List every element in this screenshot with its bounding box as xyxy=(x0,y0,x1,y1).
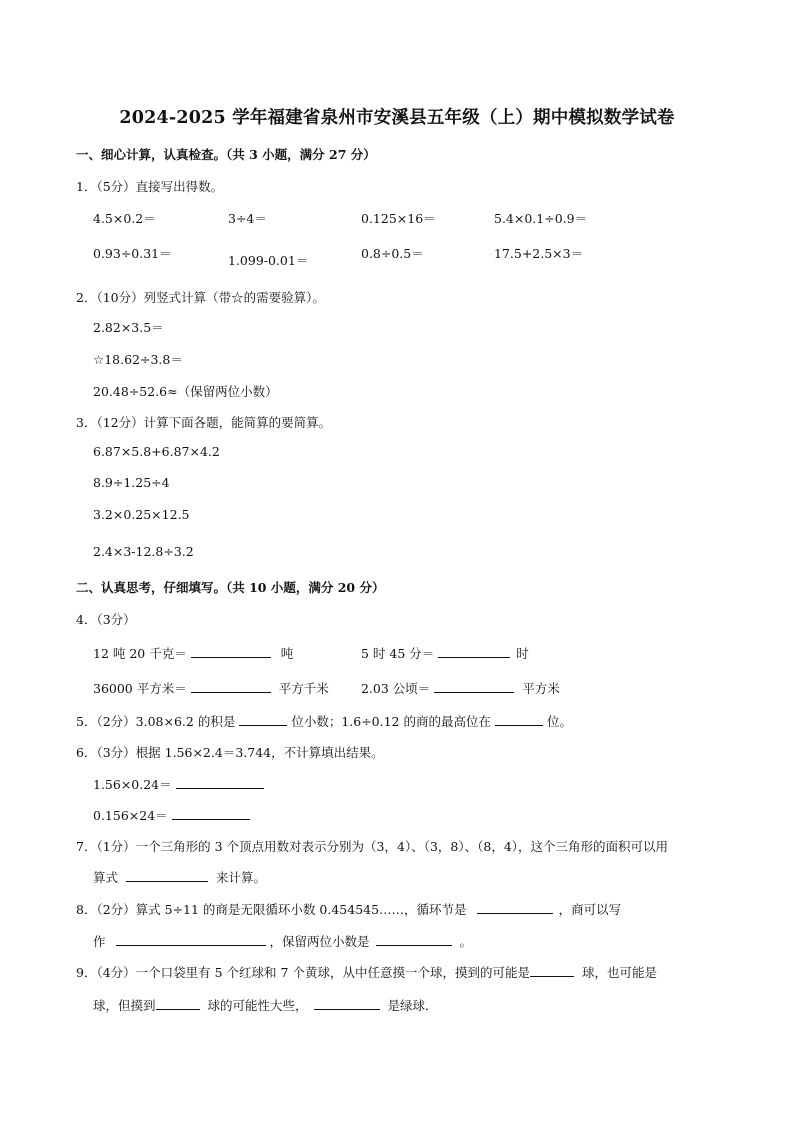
section-2-heading: 二、认真思考，仔细填写。（共 10 小题，满分 20 分） xyxy=(76,580,385,595)
answer-blank[interactable] xyxy=(176,776,264,789)
q3-item: 2.4×3-12.8÷3.2 xyxy=(93,544,194,559)
q7-text: 来计算。 xyxy=(216,870,267,885)
q4-a-unit: 吨 xyxy=(280,646,294,661)
q4-c-unit: 平方千米 xyxy=(278,681,329,696)
q4-d-unit: 平方米 xyxy=(522,681,560,696)
q8-line2 xyxy=(93,932,472,950)
exam-title: 2024-2025 学年福建省泉州市安溪县五年级（上）期中模拟数学试卷 xyxy=(119,108,675,128)
q9-text: 球，但摸到 xyxy=(93,998,156,1013)
answer-blank[interactable] xyxy=(191,680,271,693)
q2-item: 2.82×3.5＝ xyxy=(93,320,164,335)
q9-text: 球，也可能是 xyxy=(581,965,657,980)
q3-item: 6.87×5.8+6.87×4.2 xyxy=(93,444,220,459)
q4-c-text: 36000 平方米＝ xyxy=(93,681,187,696)
answer-blank[interactable] xyxy=(116,933,266,946)
q8-text: 作 xyxy=(93,934,106,949)
answer-blank[interactable] xyxy=(495,713,543,726)
q5-text: 5．（2分）3.08×6.2 的积是 xyxy=(76,714,236,729)
q4-a-text: 12 吨 20 千克＝ xyxy=(93,646,187,661)
q7-line2 xyxy=(93,868,266,886)
q8-text: ，保留两位小数是 xyxy=(269,934,370,949)
answer-blank[interactable] xyxy=(376,933,452,946)
q6-item-b xyxy=(93,806,254,824)
q1-item: 0.125×16＝ xyxy=(361,211,436,226)
q8-text: ，商可以写 xyxy=(558,902,622,917)
q4-d-text: 2.03 公顷＝ xyxy=(361,681,431,696)
q4-item-b xyxy=(361,644,529,662)
answer-blank[interactable] xyxy=(191,645,271,658)
q1-item: 0.93÷0.31＝ xyxy=(93,246,172,261)
q5-question xyxy=(76,712,572,730)
q6-b-text: 0.156×24＝ xyxy=(93,808,168,823)
answer-blank[interactable] xyxy=(314,997,380,1010)
q4-item-c xyxy=(93,679,329,697)
q9-text: 球的可能性大些， xyxy=(207,998,308,1013)
answer-blank[interactable] xyxy=(156,997,200,1010)
q5-text: 位小数；1.6÷0.12 的商的最高位在 xyxy=(291,714,491,729)
answer-blank[interactable] xyxy=(126,869,208,882)
q6-stem: 6．（3分）根据 1.56×2.4＝3.744，不计算填出结果。 xyxy=(76,745,384,760)
q2-item: ☆18.62÷3.8＝ xyxy=(93,352,183,367)
answer-blank[interactable] xyxy=(239,713,287,726)
q1-item: 17.5+2.5×3＝ xyxy=(494,246,584,261)
q8-text: 。 xyxy=(459,934,473,949)
q6-a-text: 1.56×0.24＝ xyxy=(93,777,172,792)
q2-item: 20.48÷52.6≈（保留两位小数） xyxy=(93,384,278,399)
q8-line1 xyxy=(76,900,621,918)
q3-stem: 3．（12分）计算下面各题，能简算的要简算。 xyxy=(76,415,332,430)
q6-item-a xyxy=(93,775,268,793)
q1-item: 4.5×0.2＝ xyxy=(93,211,156,226)
q4-stem: 4．（3分） xyxy=(76,612,136,627)
q3-item: 8.9÷1.25÷4 xyxy=(93,475,170,490)
q3-item: 3.2×0.25×12.5 xyxy=(93,507,190,522)
answer-blank[interactable] xyxy=(530,964,574,977)
q9-line2 xyxy=(93,996,438,1014)
q7-text: 算式 xyxy=(93,870,119,885)
q4-b-unit: 时 xyxy=(516,646,529,661)
q1-item: 0.8÷0.5＝ xyxy=(361,246,424,261)
q4-item-a xyxy=(93,644,293,662)
q1-stem: 1．（5分）直接写出得数。 xyxy=(76,179,224,194)
q9-line1 xyxy=(76,963,657,981)
q2-stem: 2．（10分）列竖式计算（带☆的需要验算）。 xyxy=(76,290,325,305)
q8-text: 8．（2分）算式 5÷11 的商是无限循环小数 0.454545……，循环节是 xyxy=(76,902,467,917)
answer-blank[interactable] xyxy=(172,807,250,820)
answer-blank[interactable] xyxy=(438,645,510,658)
q9-text: 9．（4分）一个口袋里有 5 个红球和 7 个黄球，从中任意摸一个球，摸到的可能是 xyxy=(76,965,530,980)
q4-item-d xyxy=(361,679,560,697)
answer-blank[interactable] xyxy=(434,680,514,693)
q1-item: 5.4×0.1÷0.9＝ xyxy=(494,211,588,226)
q9-text: 是绿球． xyxy=(387,998,438,1013)
section-1-heading: 一、细心计算，认真检查。（共 3 小题，满分 27 分） xyxy=(76,147,376,162)
q1-item: 1.099-0.01＝ xyxy=(228,253,309,268)
q5-text: 位。 xyxy=(547,714,573,729)
answer-blank[interactable] xyxy=(477,901,553,914)
q7-line1: 7．（1分）一个三角形的 3 个顶点用数对表示分别为（3，4）、（3，8）、（8，4），这个三角形的面积可以用 xyxy=(76,839,669,854)
q1-item: 3÷4＝ xyxy=(228,211,267,226)
q4-b-text: 5 时 45 分＝ xyxy=(361,646,435,661)
